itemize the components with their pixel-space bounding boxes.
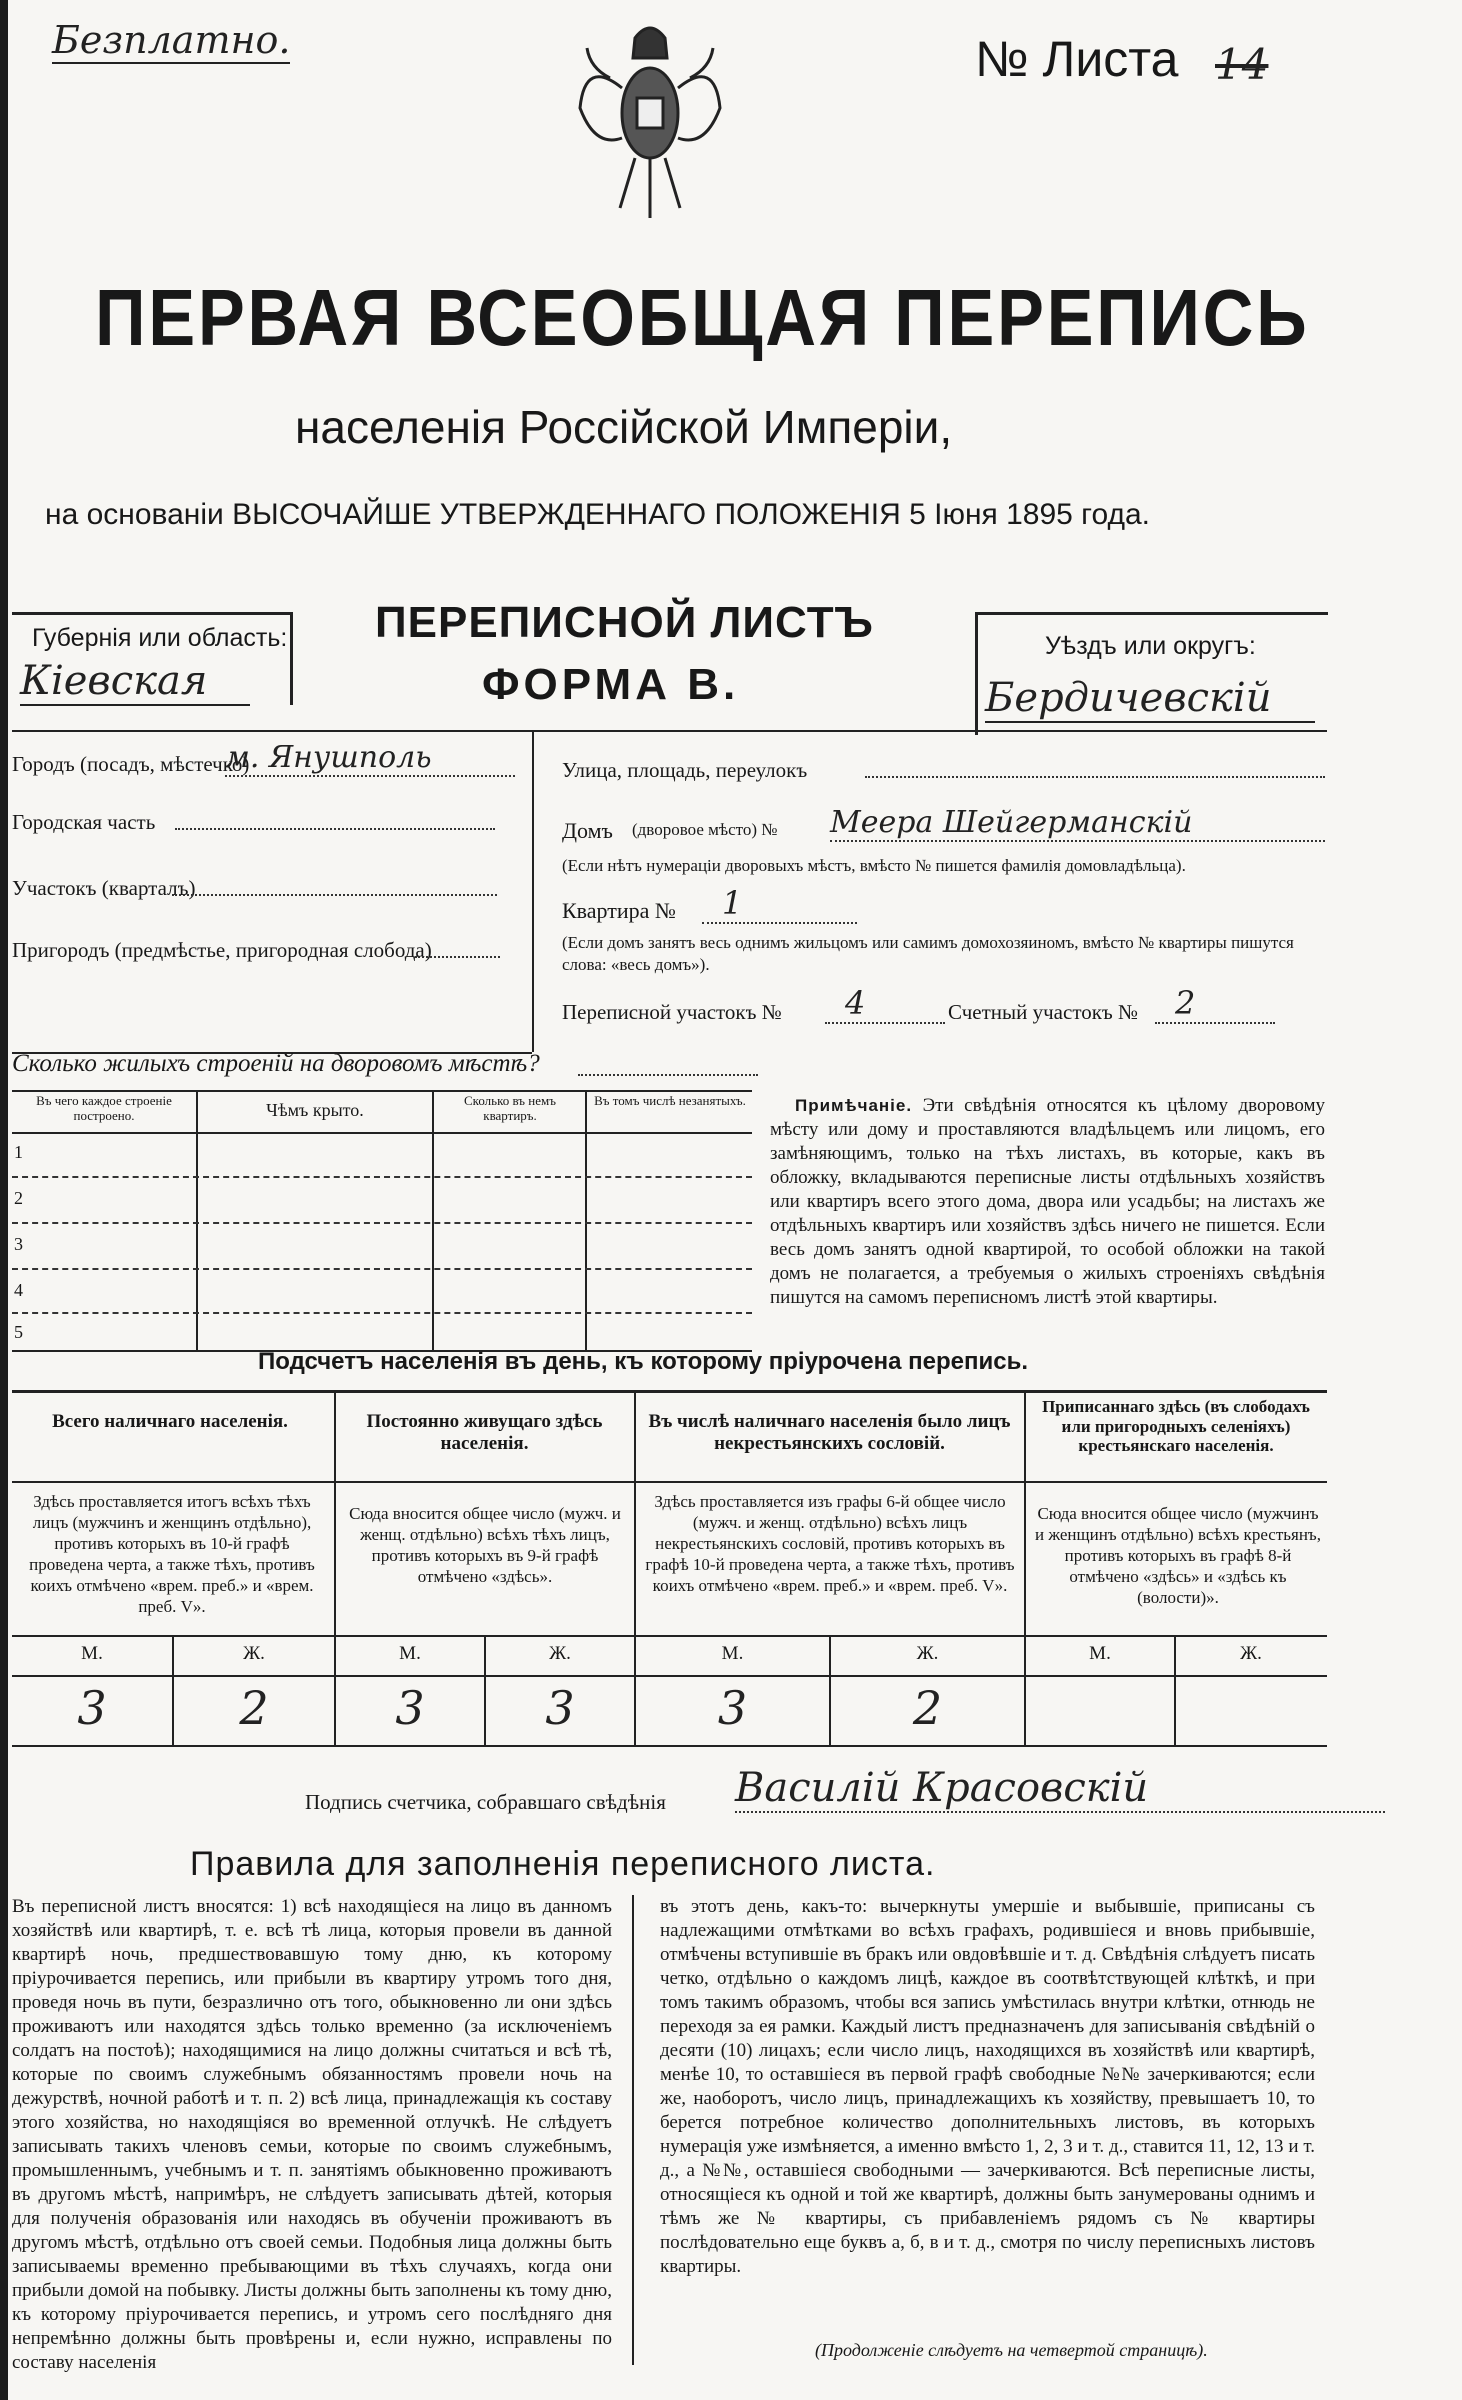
buildings-question: Сколько жилыхъ строеній на дворовомъ мѣстѣ? [12, 1050, 540, 1077]
province-value: Кіевская [20, 658, 250, 706]
apartment-note: (Если домъ занятъ весь однимъ жильцомъ или самимъ домохозяиномъ, вмѣсто № квартиры пишутся слова: «весь домъ»). [562, 933, 1294, 974]
buildings-row-number: 5 [14, 1322, 23, 1342]
female-label: Ж. [243, 1643, 265, 1664]
province-label: Губернія или область: [32, 624, 288, 652]
population-values-rule [12, 1675, 1327, 1677]
male-label: М. [721, 1643, 744, 1664]
population-group-head: Въ числѣ наличнаго населенія было лицъ некрестьянскихъ сословій. [648, 1411, 1011, 1454]
street-label: Улица, площадь, переулокъ [562, 758, 808, 782]
buildings-table-head-rule [12, 1132, 752, 1134]
buildings-col-header: Сколько въ немъ квартиръ. [464, 1093, 556, 1123]
sheet-number-label: № Листа [975, 31, 1179, 87]
street-field[interactable] [865, 776, 1325, 778]
town-part-label: Городская часть [12, 810, 156, 834]
count-district-value: 2 [1155, 984, 1275, 1024]
population-group-head: Всего наличнаго населенія. [52, 1411, 288, 1432]
buildings-question-field[interactable] [578, 1074, 758, 1076]
apartment-label: Квартира № [562, 898, 676, 923]
population-value-female: 2 [239, 1681, 269, 1735]
double-headed-eagle-emblem [575, 18, 725, 228]
population-group-desc: Сюда вносится общее число (мужчинъ и женщинъ отдѣльно) всѣхъ крестьянъ, противъ которыхъ въ графѣ 8-й отмѣчено «здѣсь» и «здѣсь къ (волости)». [1035, 1504, 1321, 1607]
population-group-head: Приписаннаго здѣсь (въ слободахъ или пригородныхъ селеніяхъ) крестьянскаго населенія. [1042, 1397, 1310, 1456]
buildings-note [770, 1094, 1325, 1310]
town-label: Городъ (посадъ, мѣстечко) [12, 752, 250, 776]
sheet-number-value: 14 [1215, 40, 1269, 89]
population-group-divider [1024, 1393, 1026, 1745]
population-title: Подсчетъ населенія въ день, къ которому пріурочена перепись. [258, 1348, 1028, 1375]
town-part-field[interactable] [175, 828, 495, 830]
subtitle: населенія Россійской Имперіи, [295, 401, 953, 453]
female-label: Ж. [1240, 1643, 1262, 1664]
population-group-head: Постоянно живущаго здѣсь населенія. [366, 1411, 603, 1454]
population-value-male: 3 [395, 1681, 425, 1735]
header-divider [12, 730, 1327, 732]
population-value-male: 3 [717, 1681, 748, 1735]
population-value-female: 2 [912, 1681, 943, 1735]
buildings-row-line [12, 1268, 752, 1270]
free-label: Безплатно. [52, 18, 291, 62]
buildings-note-title: Примѣчаніе. [795, 1096, 913, 1115]
rules-right-column: въ этотъ день, какъ-то: вычеркнуты умершіе и выбывшіе, приписаны съ надлежащими отмѣтками во всѣхъ графахъ, родившіеся и вновь прибывшіе, отмѣчены вступившіе въ бракъ или овдовѣвшіе и т. д. Свѣдѣнія слѣдуетъ писать четко, отдѣльно о каждомъ лицѣ, каждое въ соотвѣтствующей клѣткѣ, и при томъ такимъ образомъ, чтобы вся запись умѣстилась внутри клѣтки, отнюдь не переходя за ея рамки. Каждый листъ предназначенъ для записыванія свѣдѣній о десяти (10) лицахъ; если число лицъ, находящихся въ хозяйствѣ или квартирѣ, менѣе 10, то оставшіеся въ первой графѣ свободные №№ зачеркиваются; если же, наоборотъ, число лицъ, принадлежащихъ къ хозяйству, превышаетъ 10, то берется потребное количество дополнительныхъ листовъ, въ которыхъ нумерація уже измѣняется, а именно вмѣсто 1, 2, 3 и т. д., ставится 11, 12, 13 и т. д., а №№, оставшіеся свободными — зачеркиваются. Всѣ переписные листы, относящіеся къ одной и той же квартирѣ, должны быть занумерованы однимъ и тѣмъ же № квартиры, съ прибавленіемъ рядомъ съ № квартиры послѣдовательно еще буквъ а, б, в и т. д., смотря по числу переписныхъ листовъ квартиры. [660, 1896, 1315, 2277]
population-group-desc: Здѣсь проставляется итогъ всѣхъ тѣхъ лицъ (мужчинъ и женщинъ отдѣльно), противъ которыхъ въ 10-й графѣ проведена черта, а также тѣхъ, противъ коихъ отмѣчено «врем. преб.» и «врем. преб. V». [29, 1492, 315, 1616]
binding-edge [0, 0, 8, 2400]
buildings-row-number: 2 [14, 1188, 23, 1208]
male-label: М. [399, 1643, 421, 1664]
main-title: ПЕРВАЯ ВСЕОБЩАЯ ПЕРЕПИСЬ [95, 273, 1310, 362]
buildings-row-number: 3 [14, 1234, 23, 1254]
rules-continued-note: (Продолженіе слѣдуетъ на четвертой страницѣ). [815, 2340, 1208, 2360]
buildings-row-number: 1 [14, 1142, 23, 1162]
buildings-row-number: 4 [14, 1280, 23, 1300]
rules-left-column: Въ переписной листъ вносятся: 1) всѣ находящіеся на лицо въ данномъ хозяйствѣ или квартирѣ, т. е. всѣ тѣ лица, которыя провели въ данной квартирѣ ночь, предшествовавшую тому дню, къ которому пріурочивается перепись, или прибыли въ квартиру утромъ того дня, проведя ночь въ пути, безразлично отъ того, обыкновенно ли они здѣсь проживаютъ или находятся здѣсь только временно (за исключеніемъ солдатъ на постоѣ); находящимися на лицо должны считаться и всѣ тѣ, которые по своимъ служебнымъ обязанностямъ провели ночь на дежурствѣ, ночной работѣ и т. п. 2) всѣ лица, принадлежащія къ составу этого хозяйства, но находящіяся во временной отлучкѣ. Не слѣдуетъ записывать такихъ членовъ семьи, которые по своимъ служебнымъ, промышленнымъ, учебнымъ и т. п. занятіямъ обыкновенно проживаютъ въ другомъ мѣстѣ, напримѣръ, не слѣдуетъ записывать дѣтей, которыя для полученія образованія или находясь въ обученіи проживаютъ въ другомъ мѣстѣ, отдѣльно отъ своей семьи. Подобныя лица должны быть записываемы временно пребывающими въ тѣхъ случаяхъ, когда они прибыли домой на побывку. Листы должны быть заполнены къ тому дню, къ которому пріурочивается перепись, и утромъ сего послѣдняго дня непремѣнно должны быть провѣрены и, если нужно, исправлены по составу населенія [12, 1896, 612, 2373]
location-divider [532, 732, 534, 1052]
suburb-field[interactable] [415, 956, 500, 958]
male-label: М. [1089, 1643, 1111, 1664]
block-label: Участокъ (кварталъ) [12, 876, 196, 900]
buildings-col-header: Въ чего каждое строеніе построено. [36, 1093, 172, 1123]
rules-column-divider [632, 1895, 634, 2365]
population-group-desc: Здѣсь проставляется изъ графы 6-й общее число (мужч. и женщ. отдѣльно) всѣхъ лицъ некрестьянскихъ сословій, противъ которыхъ въ графѣ 10-й проведена черта, а также тѣхъ, противъ коихъ отмѣчено «врем. преб.» и «врем. преб. V». [645, 1492, 1015, 1595]
buildings-col-header: Чѣмъ крыто. [266, 1100, 364, 1120]
female-label: Ж. [916, 1643, 939, 1664]
form-type: ФОРМА В. [482, 660, 740, 709]
signature-value: Василій Красовскій [735, 1765, 1385, 1813]
population-value-male: 3 [77, 1681, 107, 1735]
district-label: Уѣздъ или округъ: [1045, 632, 1256, 660]
house-value: Меера Шейгерманскій [830, 805, 1325, 842]
count-district-label: Счетный участокъ № [948, 1000, 1139, 1024]
basis-line: на основаніи ВЫСОЧАЙШЕ УТВЕРЖДЕННАГО ПОЛОЖЕНІЯ 5 Іюня 1895 года. [45, 498, 1151, 531]
apartment-value: 1 [702, 884, 857, 924]
population-table [12, 1390, 1327, 1747]
signature-label: Подпись счетчика, собравшаго свѣдѣнія [305, 1790, 666, 1814]
male-label: М. [81, 1643, 103, 1664]
census-district-value: 4 [825, 984, 945, 1024]
town-value: м. Янушполь [225, 740, 515, 777]
buildings-col-header: Въ томъ числѣ незанятыхъ. [594, 1093, 746, 1108]
house-sub-label: (дворовое мѣсто) № [632, 820, 778, 839]
block-field[interactable] [172, 894, 497, 896]
buildings-row-line [12, 1176, 752, 1178]
house-note: (Если нѣтъ нумераціи дворовыхъ мѣстъ, вмѣсто № пишется фамилія домовладѣльца). [562, 856, 1186, 875]
buildings-row-line [12, 1222, 752, 1224]
suburb-label: Пригородъ (предмѣстье, пригородная слобода) [12, 938, 432, 962]
buildings-table [12, 1090, 752, 1352]
female-label: Ж. [549, 1643, 571, 1664]
census-district-label: Переписной участокъ № [562, 1000, 782, 1024]
population-mf-rule [12, 1635, 1327, 1637]
form-title: ПЕРЕПИСНОЙ ЛИСТЪ [375, 598, 874, 647]
rules-title: Правила для заполненія переписного листа. [190, 1845, 936, 1883]
population-value-female: 3 [545, 1681, 575, 1735]
buildings-row-line [12, 1312, 752, 1314]
buildings-note-text: Эти свѣдѣнія относятся къ цѣлому дворовому мѣсту или дому и проставляются владѣльцемъ или лицомъ, его замѣняющимъ, только на тѣхъ листахъ, въ которые, какъ въ обложку, вкладываются переписные листы отдѣльныхъ хозяйствъ или квартиръ всего этого дома, двора или усадьбы; на листахъ же отдѣльныхъ квартиръ или хозяйствъ здѣсь ничего не пишется. Если весь домъ занятъ одной квартирой, то особой обложки на такой домъ не полагается, а требуемыя о жилыхъ строеніяхъ свѣдѣнія пишутся на самомъ переписномъ листѣ этой квартиры. [770, 1095, 1325, 1308]
house-label: Домъ [562, 818, 613, 843]
population-head-rule [12, 1481, 1327, 1483]
population-group-desc: Сюда вносится общее число (мужч. и женщ. отдѣльно) всѣхъ тѣхъ лицъ, противъ которыхъ въ 9-й графѣ отмѣчено «здѣсь». [349, 1504, 621, 1586]
district-value: Бердичевскій [985, 675, 1315, 723]
